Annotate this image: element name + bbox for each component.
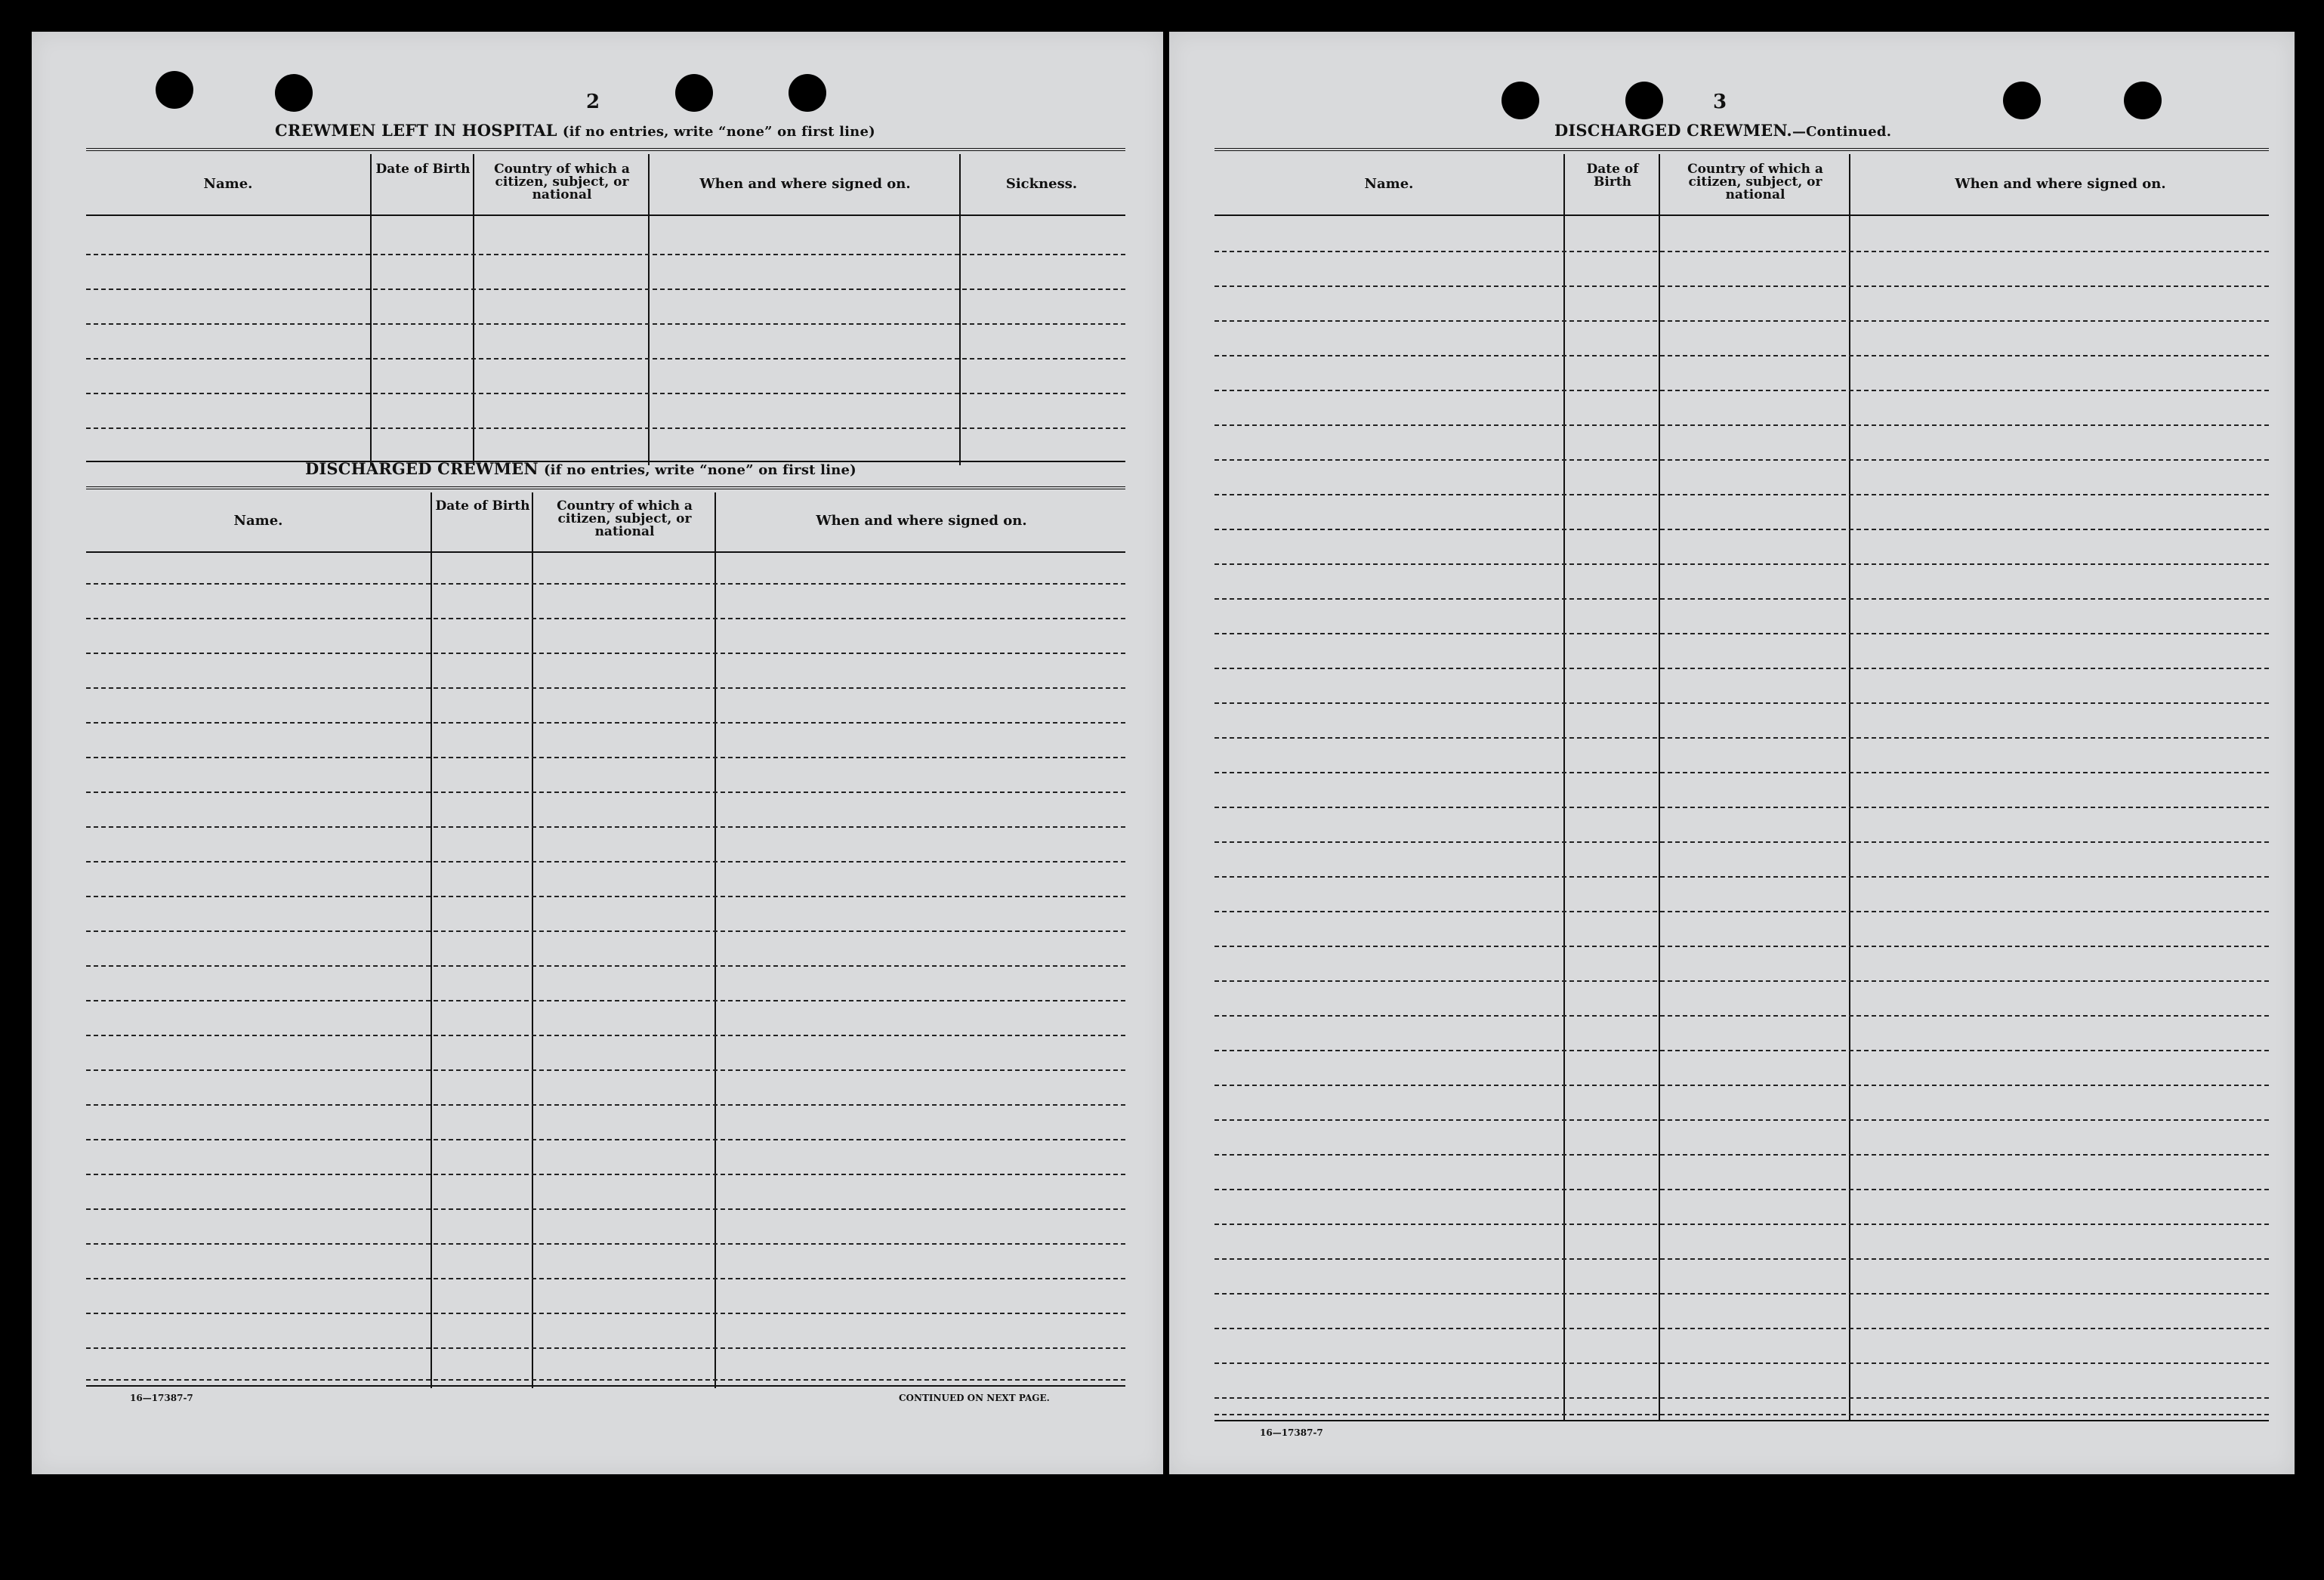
entry-line [86, 1000, 1125, 1001]
entry-line [86, 1208, 1125, 1210]
column-divider [370, 154, 372, 465]
col-header-signed-on: When and where signed on. [816, 513, 1027, 529]
col-header-country: Country of which a citizen, subject, or national [557, 498, 693, 539]
continued-label: —Continued. [1792, 124, 1892, 140]
entry-line [1214, 424, 2269, 426]
entry-line [1214, 285, 2269, 287]
form-number: 16—17387-7 [1260, 1427, 1323, 1438]
header-underline [86, 214, 1125, 216]
entry-line [86, 1139, 1125, 1140]
punch-hole [1501, 82, 1539, 119]
entry-line [86, 965, 1125, 967]
entry-line [1214, 1293, 2269, 1295]
col-header-name: Name. [203, 176, 253, 192]
entry-line [1214, 807, 2269, 808]
discharged-section-title [305, 459, 856, 478]
punch-hole [789, 74, 826, 112]
col-header-name: Name. [233, 513, 283, 529]
entry-line [1214, 911, 2269, 912]
entry-line [1214, 1224, 2269, 1225]
entry-line [1214, 563, 2269, 565]
entry-line [86, 1313, 1125, 1314]
column-divider [532, 492, 533, 1388]
page-number: 3 [1713, 91, 1727, 113]
entry-line [1214, 1189, 2269, 1190]
discharged-title: DISCHARGED CREWMEN [305, 459, 539, 478]
entry-line [86, 323, 1125, 325]
entry-line [86, 254, 1125, 255]
col-header-dob: Date of Birth [1586, 162, 1639, 190]
entry-line [86, 1069, 1125, 1071]
column-divider [1659, 154, 1660, 1421]
discharged-continued-title [1554, 121, 1891, 140]
entry-line [86, 1035, 1125, 1036]
entry-line [86, 653, 1125, 654]
entry-line [86, 358, 1125, 360]
entry-line [86, 393, 1125, 394]
column-divider [959, 154, 961, 465]
entry-line [1214, 980, 2269, 982]
rule [86, 486, 1125, 489]
entry-line [86, 930, 1125, 932]
rule [86, 148, 1125, 151]
col-header-country: Country of which a citizen, subject, or national [494, 162, 630, 202]
entry-line [1214, 737, 2269, 739]
column-divider [431, 492, 432, 1388]
entry-line [1214, 946, 2269, 947]
entry-line [86, 861, 1125, 863]
entry-line [1214, 459, 2269, 461]
header-underline [1214, 214, 2269, 216]
entry-line [1214, 1397, 2269, 1399]
entry-line [86, 1243, 1125, 1245]
col-header-signed-on: When and where signed on. [699, 176, 911, 192]
entry-line [1214, 772, 2269, 773]
right-page [1169, 32, 2295, 1474]
continued-note: CONTINUED ON NEXT PAGE. [899, 1393, 1050, 1403]
col-header-sickness: Sickness. [1005, 176, 1078, 192]
entry-line [86, 1104, 1125, 1106]
entry-line [1214, 841, 2269, 843]
column-divider [714, 492, 716, 1388]
punch-hole [675, 74, 713, 112]
entry-line [86, 583, 1125, 585]
entry-line [1214, 251, 2269, 252]
entry-line [86, 1278, 1125, 1279]
entry-line [1214, 1050, 2269, 1051]
col-header-dob: Date of Birth [375, 162, 471, 177]
entry-line [86, 1174, 1125, 1175]
form-number: 16—17387-7 [130, 1393, 193, 1403]
entry-line [1214, 876, 2269, 878]
entry-line [86, 618, 1125, 619]
header-underline [86, 551, 1125, 553]
entry-line [1214, 390, 2269, 391]
hospital-section-title [275, 121, 875, 140]
punch-hole [156, 71, 193, 109]
section-end-rule [1214, 1420, 2269, 1421]
entry-line [86, 1347, 1125, 1349]
entry-line [1214, 1154, 2269, 1156]
entry-line [86, 1379, 1125, 1381]
punch-hole [275, 74, 313, 112]
entry-line [1214, 494, 2269, 495]
entry-line [86, 687, 1125, 689]
hospital-title: CREWMEN LEFT IN HOSPITAL [275, 121, 557, 140]
col-header-dob: Date of Birth [435, 498, 530, 514]
page-number: 2 [586, 91, 600, 113]
entry-line [1214, 529, 2269, 530]
discharged-title: DISCHARGED CREWMEN. [1554, 121, 1792, 140]
col-header-country: Country of which a citizen, subject, or national [1687, 162, 1823, 202]
entry-line [1214, 598, 2269, 600]
hospital-note: (if no entries, write “none” on first line) [562, 124, 875, 140]
entry-line [86, 757, 1125, 758]
entry-line [1214, 1085, 2269, 1086]
entry-line [1214, 1414, 2269, 1415]
column-divider [1563, 154, 1565, 1421]
entry-line [1214, 633, 2269, 634]
entry-line [1214, 320, 2269, 322]
entry-line [86, 427, 1125, 429]
col-header-name: Name. [1364, 176, 1414, 192]
entry-line [1214, 355, 2269, 356]
section-end-rule [86, 1385, 1125, 1387]
column-divider [648, 154, 650, 465]
rule [1214, 148, 2269, 151]
discharged-note: (if no entries, write “none” on first line) [543, 462, 856, 478]
left-page [32, 32, 1163, 1474]
column-divider [473, 154, 474, 465]
punch-hole [2124, 82, 2162, 119]
entry-line [1214, 1258, 2269, 1260]
entry-line [86, 722, 1125, 724]
entry-line [86, 792, 1125, 793]
entry-line [86, 289, 1125, 290]
punch-hole [2003, 82, 2041, 119]
column-divider [1849, 154, 1850, 1421]
entry-line [1214, 1362, 2269, 1364]
col-header-signed-on: When and where signed on. [1955, 176, 2166, 192]
punch-hole [1625, 82, 1663, 119]
entry-line [1214, 1015, 2269, 1017]
entry-line [86, 896, 1125, 897]
entry-line [1214, 668, 2269, 669]
entry-line [1214, 1328, 2269, 1329]
entry-line [1214, 1119, 2269, 1121]
entry-line [1214, 702, 2269, 704]
entry-line [86, 826, 1125, 828]
